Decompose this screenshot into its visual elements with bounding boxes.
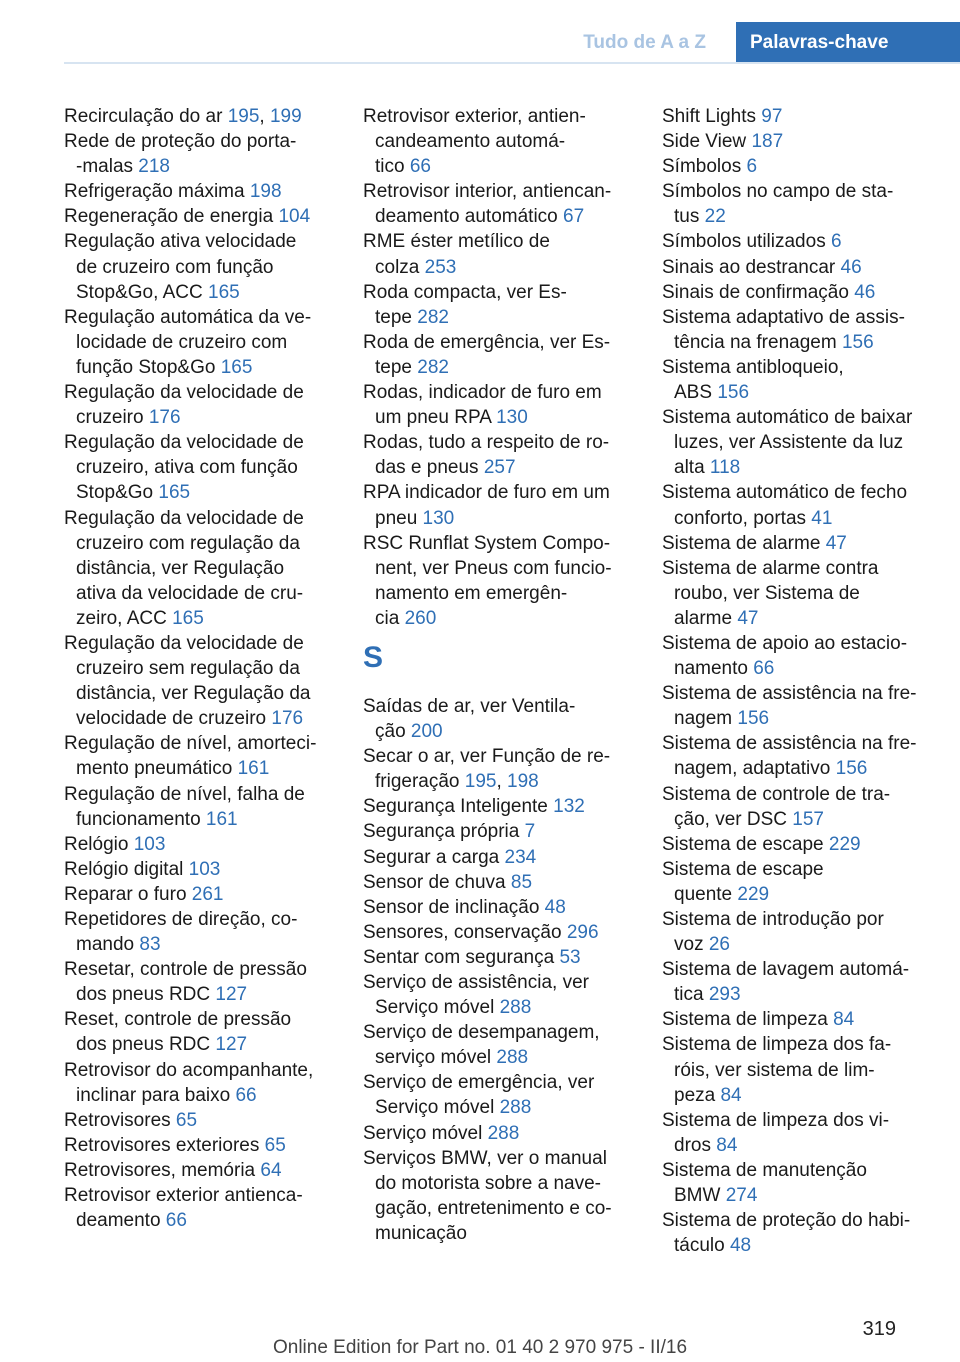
index-entry-text: Regulação ativa velocidade de cruzeiro com função Stop&Go, ACC [64, 231, 297, 303]
index-entry [363, 1121, 659, 1146]
index-entry [662, 154, 958, 179]
page-reference-link[interactable]: 130 [422, 507, 455, 529]
index-entry-text: Sinais de confirmação [662, 281, 855, 303]
index-entry [64, 129, 360, 179]
index-entry [64, 229, 360, 304]
page-reference-link[interactable]: 46 [854, 281, 876, 303]
index-entry-text: Sistema de manutenção BMW [662, 1159, 867, 1207]
page-reference-link[interactable]: 132 [553, 796, 585, 818]
index-entry-text: Regulação de nível, falha de funcionamento [64, 783, 305, 830]
index-entry-text: Serviço de emergência, ver Serviço móvel [363, 1072, 595, 1119]
page-reference-link[interactable]: 156 [717, 382, 750, 404]
index-letter-heading: S [363, 640, 384, 674]
page-reference-link[interactable]: 157 [792, 808, 824, 830]
index-entry-text: Sistema de lavagem automá- tica [662, 959, 910, 1006]
page-reference-link[interactable]: 288 [496, 1047, 529, 1069]
page-reference-link[interactable]: 198 [249, 181, 282, 203]
index-entry [64, 882, 360, 907]
index-entry-text: Reset, controle de pressão dos pneus RDC [64, 1009, 292, 1056]
page-reference-link[interactable]: 156 [835, 758, 868, 780]
index-column-2 [363, 104, 659, 1246]
index-entry-text: Secar o ar, ver Função de re- frigeração [363, 746, 611, 793]
index-entry [363, 920, 659, 945]
index-column-1 [64, 104, 360, 1233]
index-entry [64, 506, 360, 631]
index-entry-text: Serviço móvel [363, 1122, 488, 1144]
index-entry-text: Relógio digital [64, 858, 189, 880]
page-reference-link[interactable]: 274 [725, 1185, 758, 1207]
index-entry-text: Sistema de controle de tra- ção, ver DSC [662, 783, 891, 830]
index-entry [64, 1133, 360, 1158]
page-reference-link[interactable]: 261 [191, 883, 224, 905]
page-reference-link[interactable]: 165 [158, 482, 191, 504]
index-entry [64, 1158, 360, 1183]
index-entry-text: Sistema de apoio ao estacio- namento [662, 632, 908, 680]
index-entry-text: Side View [662, 131, 752, 153]
index-entry [363, 104, 659, 179]
page-reference-link[interactable]: 97 [761, 106, 783, 127]
index-entry-text: Regulação da velocidade de cruzeiro sem regulação da distância, ver Regulação da velocidade de cruzeiro [64, 632, 311, 730]
index-entry-text: Sentar com segurança [363, 946, 560, 968]
index-entry-text: Refrigeração máxima [64, 181, 250, 203]
index-entry [662, 1208, 958, 1258]
index-entry [363, 1020, 659, 1070]
index-entry [662, 480, 958, 530]
index-entry [64, 907, 360, 957]
index-entry-text: Sistema adaptativo de assis- tência na frenagem [662, 306, 905, 353]
page-reference-link[interactable]: 65 [264, 1134, 286, 1156]
page-reference-link[interactable]: 6 [746, 156, 758, 178]
index-entry-text: Sensor de chuva [363, 871, 511, 893]
index-entry-text: Sistema automático de baixar luzes, ver Assistente da luz alta [662, 407, 913, 479]
page-reference-link[interactable]: 103 [133, 833, 166, 855]
index-entry [662, 255, 958, 280]
page-reference-link[interactable]: 48 [544, 896, 566, 918]
page-reference-link[interactable]: 161 [237, 758, 270, 780]
index-entry-text: Sistema automático de fecho conforto, portas [662, 482, 908, 529]
index-entry [363, 694, 659, 744]
index-entry [363, 280, 659, 330]
page-reference-link[interactable]: 130 [496, 407, 528, 429]
index-entry-text: Sistema de escape quente [662, 858, 824, 905]
page-reference-link[interactable]: 66 [753, 658, 775, 680]
page-reference-link[interactable]: 22 [704, 206, 726, 228]
index-entry-text: Retrovisores, memória [64, 1159, 261, 1181]
page-reference-link[interactable]: 66 [235, 1084, 257, 1106]
index-entry [64, 179, 360, 204]
index-entry-text: Regulação da velocidade de cruzeiro, ativa com função Stop&Go [64, 432, 304, 504]
page-reference-link[interactable]: 229 [737, 883, 770, 905]
index-entry [662, 1108, 958, 1158]
index-entry-text: Sistema de alarme [662, 532, 826, 554]
index-entry-text: Roda de emergência, ver Es- tepe [363, 331, 611, 378]
index-entry-text: Serviço de assistência, ver Serviço móvel [363, 972, 589, 1019]
index-entry [363, 1070, 659, 1120]
index-entry-text: Roda compacta, ver Es- tepe [363, 281, 567, 328]
index-entry-text: Shift Lights [662, 106, 762, 127]
index-entry-text: Sistema de escape [662, 833, 829, 855]
index-entry-text: Saídas de ar, ver Ventila- ção [363, 695, 576, 743]
index-entry [662, 355, 958, 405]
page-reference-link[interactable]: 127 [215, 984, 248, 1006]
page-reference-link[interactable]: 282 [417, 306, 449, 328]
index-entry [363, 895, 659, 920]
index-entry-text: Retrovisores exteriores [64, 1134, 265, 1156]
page-header [64, 22, 960, 64]
index-entry-text: Símbolos [662, 156, 747, 178]
index-entry-text: Sistema de assistência na fre- nagem [662, 683, 917, 730]
index-entry-text: Sistema antibloqueio, ABS [662, 356, 844, 404]
index-entry-text: Segurança Inteligente [363, 796, 554, 818]
index-entry-text: Retrovisores [64, 1109, 176, 1131]
page-reference-link[interactable]: 176 [148, 407, 181, 429]
index-entry [64, 731, 360, 781]
index-entry-text: Serviços BMW, ver o manual do motorista sobre a nave- gação, entretenimento e co- municação [363, 1147, 612, 1244]
page-reference-link[interactable]: 103 [188, 858, 221, 880]
page-reference-link[interactable]: 293 [708, 984, 741, 1006]
page-reference-link[interactable]: 288 [499, 1097, 532, 1119]
index-entry [662, 104, 958, 129]
page-reference-link[interactable]: 161 [205, 808, 238, 830]
page-reference-link[interactable]: 53 [559, 946, 581, 968]
index-entry [64, 1108, 360, 1133]
index-entry-text: Sistema de limpeza dos fa- róis, ver sistema de lim- peza [662, 1034, 892, 1106]
index-entry [662, 631, 958, 681]
index-entry [662, 280, 958, 305]
page-reference-link[interactable]: 84 [833, 1009, 855, 1031]
index-entry [662, 405, 958, 480]
index-entry [64, 1183, 360, 1233]
index-entry-text: Regulação da velocidade de cruzeiro com regulação da distância, ver Regulação ativa da velocidade de cru- zeiro, ACC [64, 507, 304, 629]
page-reference-link[interactable]: 64 [260, 1159, 282, 1181]
page-number: 319 [862, 1318, 896, 1340]
index-entry-text: Segurança própria [363, 821, 525, 843]
page-reference-link[interactable]: 66 [165, 1210, 187, 1232]
section-tab: Tudo de A a Z [583, 32, 706, 53]
page-reference-link[interactable]: 67 [563, 206, 585, 228]
index-entry-text: RME éster metílico de colza [363, 231, 550, 278]
index-entry [363, 480, 659, 530]
page-reference-link[interactable]: 156 [737, 708, 770, 730]
page-reference-link[interactable]: 84 [720, 1084, 742, 1106]
index-entry-text: Sistema de alarme contra roubo, ver Sistema de alarme [662, 557, 879, 629]
page-reference-link[interactable]: 234 [504, 846, 537, 868]
index-entry-text: Resetar, controle de pressão dos pneus RDC [64, 959, 307, 1006]
index-entry [662, 832, 958, 857]
index-entry [64, 957, 360, 1007]
page-reference-link[interactable]: 195 [227, 106, 260, 127]
index-entry [64, 782, 360, 832]
page-reference-link[interactable]: 288 [499, 997, 532, 1019]
index-entry-text: Regeneração de energia [64, 206, 279, 228]
page-reference-link[interactable]: 199 [269, 106, 302, 127]
index-entry-text: Regulação da velocidade de cruzeiro [64, 382, 304, 429]
index-entry-text: Sistema de limpeza [662, 1009, 834, 1031]
index-entry [662, 681, 958, 731]
footer [0, 1337, 960, 1359]
index-entry [64, 305, 360, 380]
page-reference-link[interactable]: 288 [487, 1122, 520, 1144]
keywords-tab: Palavras-chave [736, 22, 960, 62]
index-entry-text: Repetidores de direção, co- mando [64, 909, 298, 956]
index-entry-text: Retrovisor do acompanhante, inclinar para baixo [64, 1059, 314, 1106]
page-reference-link[interactable]: 156 [841, 331, 874, 353]
index-entry [363, 870, 659, 895]
index-entry-text: Símbolos no campo de sta- tus [662, 181, 894, 228]
index-entry-text: Sistema de proteção do habi- táculo [662, 1210, 911, 1257]
index-entry [64, 1007, 360, 1057]
index-column-3 [662, 104, 958, 1258]
index-entry-text: Recirculação do ar [64, 106, 228, 127]
index-entry: Recirculação do ar 195, 199 [64, 106, 302, 127]
page-reference-link[interactable]: 85 [510, 871, 533, 893]
index-entry-text: Retrovisor interior, antiencan- deamento automático [363, 181, 612, 228]
index-entry [363, 970, 659, 1020]
index-entry-text: Segurar a carga [363, 846, 505, 868]
index-entry-text: RPA indicador de furo em um pneu [363, 482, 610, 529]
index-entry [662, 731, 958, 781]
index-entry [64, 832, 360, 857]
page-reference-link[interactable]: 165 [220, 356, 253, 378]
page-reference-link[interactable]: 198 [507, 771, 539, 793]
index-entry-text: RSC Runflat System Compo- nent, ver Pneus com funcio- namento em emergên- cia [363, 532, 612, 629]
index-entry [363, 845, 659, 870]
index-entry [662, 229, 958, 254]
page-reference-link[interactable]: 296 [566, 921, 599, 943]
index-entry [363, 945, 659, 970]
index-entry-text: Sensores, conservação [363, 921, 567, 943]
index-entry [64, 857, 360, 882]
index-entry-text: Sistema de assistência na fre- nagem, adaptativo [662, 733, 917, 780]
index-entry [662, 129, 958, 154]
index-entry [662, 531, 958, 556]
page-reference-link[interactable]: 200 [410, 721, 443, 743]
page-reference-link[interactable]: 7 [524, 821, 536, 843]
index-entry [662, 907, 958, 957]
page-reference-link[interactable]: 47 [825, 532, 847, 554]
index-entry [363, 330, 659, 380]
page-reference-link[interactable]: 6 [830, 231, 842, 253]
page-reference-link[interactable]: 176 [271, 708, 304, 730]
page-reference-link[interactable]: 66 [409, 156, 431, 178]
index-entry [662, 179, 958, 229]
page-reference-link[interactable]: 282 [417, 356, 449, 378]
index-entry-text: Sensor de inclinação [363, 896, 545, 918]
index-entry-text: Sinais ao destrancar [662, 256, 841, 278]
index-entry [363, 819, 659, 844]
index-entry: Secar o ar, ver Função de re- frigeração 195, 198 [363, 746, 611, 793]
page-reference-link[interactable]: 195 [464, 771, 497, 793]
index-entry-text: Sistema de introdução por voz [662, 909, 884, 956]
index-entry-text: Reparar o furo [64, 883, 192, 905]
index-entry [662, 1032, 958, 1107]
page-reference-link[interactable]: 83 [139, 934, 161, 956]
index-entry [363, 531, 659, 631]
index-entry [363, 794, 659, 819]
index-entry [662, 857, 958, 907]
index-entry [64, 380, 360, 430]
index-entry [662, 556, 958, 631]
page-reference-link[interactable]: 253 [424, 256, 457, 278]
page-reference-link[interactable]: 257 [483, 457, 516, 479]
index-entry [64, 631, 360, 731]
page-reference-link[interactable]: 48 [729, 1235, 752, 1257]
index-entry [662, 1007, 958, 1032]
page-reference-link[interactable]: 165 [208, 281, 240, 303]
index-entry-text: Relógio [64, 833, 134, 855]
index-entry [363, 1146, 659, 1246]
index-entry-text: Regulação automática da ve- locidade de cruzeiro com função Stop&Go [64, 306, 312, 378]
page-reference-link[interactable]: 41 [811, 507, 833, 529]
page-reference-link[interactable]: 47 [737, 607, 759, 629]
page-reference-link[interactable]: 187 [751, 131, 784, 153]
page-reference-link[interactable]: 26 [708, 934, 730, 956]
page-reference-link[interactable]: 65 [175, 1109, 198, 1131]
index-entry-text: Serviço de desempanagem, serviço móvel [363, 1022, 600, 1069]
page-reference-link[interactable]: 165 [172, 607, 204, 629]
index-entry-text: Rede de proteção do porta- -malas [64, 131, 297, 178]
index-entry [662, 1158, 958, 1208]
index-entry-text: Sistema de limpeza dos vi- dros [662, 1109, 890, 1156]
index-entry [662, 305, 958, 355]
index-entry-text: Rodas, tudo a respeito de ro- das e pneus [363, 432, 610, 479]
index-entry-text: Retrovisor exterior antienca- deamento [64, 1185, 303, 1232]
footer-edition: Online Edition for Part no. 01 40 2 970 975 - II/16 [272, 1337, 688, 1358]
index-entry [64, 430, 360, 505]
index-entry-text: Símbolos utilizados [662, 231, 831, 253]
page-reference-link[interactable]: 218 [138, 156, 170, 178]
index-entry [662, 957, 958, 1007]
page-reference-link[interactable]: 260 [404, 607, 437, 629]
index-entry [64, 1058, 360, 1108]
page-reference-link[interactable]: 84 [716, 1134, 738, 1156]
index-entry [363, 229, 659, 279]
page-reference-link[interactable]: 46 [840, 256, 862, 278]
index-entry [662, 782, 958, 832]
index-entry [363, 430, 659, 480]
page-reference-link[interactable]: 127 [215, 1034, 248, 1056]
index-entry [363, 380, 659, 430]
index-entry-text: Regulação de nível, amorteci- mento pneumático [64, 733, 317, 780]
page-reference-link[interactable]: 104 [278, 206, 311, 228]
index-entry-text: Retrovisor exterior, antien- candeamento automá- tico [363, 106, 586, 178]
index-entry [64, 204, 360, 229]
index-entry-text: Rodas, indicador de furo em um pneu RPA [363, 382, 602, 429]
page-reference-link[interactable]: 229 [828, 833, 861, 855]
index-entry [363, 179, 659, 229]
page-reference-link[interactable]: 118 [709, 457, 741, 479]
